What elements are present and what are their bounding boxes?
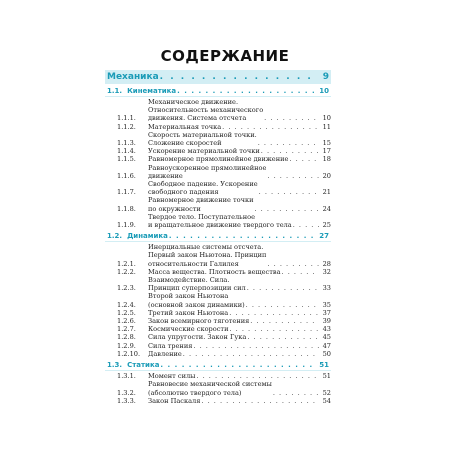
entry-text xyxy=(148,350,331,358)
toc-entry[interactable] xyxy=(105,309,331,317)
toc-entry[interactable] xyxy=(105,98,331,123)
entry-number: 1.1.1. xyxy=(117,114,136,123)
entry-page-number: 20 xyxy=(322,171,331,180)
entry-title-line: движения. Система отсчета xyxy=(148,114,247,123)
entry-page-number: 37 xyxy=(322,308,331,317)
section-label xyxy=(107,86,176,96)
leader-dots xyxy=(160,70,318,84)
entry-number: 1.1.2. xyxy=(117,122,136,131)
toc-entry[interactable] xyxy=(105,155,331,163)
entry-text xyxy=(148,196,331,212)
entry-number: 1.2.9. xyxy=(117,341,136,350)
entry-page-number: 52 xyxy=(322,388,331,397)
toc-entry[interactable] xyxy=(105,147,331,155)
entry-title xyxy=(148,147,260,155)
section-row[interactable] xyxy=(105,360,331,371)
leader-dots xyxy=(264,114,319,122)
leader-dots xyxy=(254,205,319,213)
leader-dots xyxy=(196,372,319,380)
entry-title-line: Равновесие механической системы xyxy=(148,380,272,389)
entry-text xyxy=(148,123,331,131)
toc-entry[interactable] xyxy=(105,276,331,292)
entry-page-number: 28 xyxy=(322,259,331,268)
section-title: Кинематика xyxy=(127,87,177,95)
entry-text xyxy=(148,213,331,229)
leader-dots xyxy=(183,350,319,358)
entry-number: 1.2.6. xyxy=(117,317,136,326)
entry-title xyxy=(148,397,200,405)
toc-entry[interactable] xyxy=(105,333,331,341)
entry-number: 1.2.7. xyxy=(117,325,136,334)
entry-number: 1.2.2. xyxy=(117,267,136,276)
entry-title xyxy=(148,164,266,180)
leader-dots xyxy=(273,389,319,397)
entry-page-number: 45 xyxy=(322,333,331,342)
entry-text xyxy=(148,333,331,341)
entry-number: 1.1.9. xyxy=(117,221,136,230)
entry-title-line: Скорость материальной точки. xyxy=(148,130,257,139)
chapter-row-mechanics[interactable] xyxy=(105,70,331,84)
entry-text xyxy=(148,317,331,325)
leader-dots xyxy=(246,301,319,309)
entry-title-line: Равномерное прямолинейное движение xyxy=(148,155,289,164)
entry-page-number: 35 xyxy=(322,300,331,309)
entry-title-line: по окружности xyxy=(148,204,201,213)
toc-entry[interactable] xyxy=(105,380,331,396)
entry-title-line: Третий закон Ньютона xyxy=(148,308,229,317)
entry-title xyxy=(148,372,195,380)
entry-page-number: 17 xyxy=(322,147,331,156)
entry-number: 1.3.3. xyxy=(117,396,136,405)
section-page-number: 10 xyxy=(319,87,329,95)
leader-dots xyxy=(160,360,317,370)
entry-page-number: 10 xyxy=(322,114,331,123)
leader-dots xyxy=(229,309,319,317)
entry-title xyxy=(148,196,253,212)
entry-title-line: Относительность механического xyxy=(148,106,264,115)
entry-number: 1.1.6. xyxy=(117,171,136,180)
entry-text xyxy=(148,325,331,333)
entry-title-line: свободного падения xyxy=(148,188,219,197)
entry-title xyxy=(148,180,258,196)
entry-page-number: 47 xyxy=(322,341,331,350)
toc-entry[interactable] xyxy=(105,342,331,350)
entry-title xyxy=(148,213,292,229)
leader-dots xyxy=(267,260,319,268)
entry-page-number: 18 xyxy=(322,155,331,164)
entry-title-line: Второй закон Ньютона xyxy=(148,292,229,301)
toc-entry[interactable] xyxy=(105,317,331,325)
toc-entry[interactable] xyxy=(105,325,331,333)
entry-title-line: Закон Паскаля xyxy=(148,396,201,405)
toc-entry[interactable] xyxy=(105,372,331,380)
entry-page-number: 50 xyxy=(322,349,331,358)
section-row[interactable] xyxy=(105,86,331,97)
toc-entry[interactable] xyxy=(105,268,331,276)
entry-title-line: Принцип суперпозиции сил xyxy=(148,284,246,293)
entry-number: 1.1.3. xyxy=(117,139,136,148)
entry-title-line: Масса вещества. Плотность вещества xyxy=(148,267,281,276)
entry-title-line: Материальная точка xyxy=(148,122,222,131)
entry-page-number: 24 xyxy=(322,204,331,213)
toc-entry[interactable] xyxy=(105,350,331,358)
section-row[interactable] xyxy=(105,231,331,242)
entry-title-line: относительности Галилея xyxy=(148,259,239,268)
entry-title-line: Сила трения xyxy=(148,341,193,350)
section-page-number: 27 xyxy=(319,232,329,241)
entry-title-line: Взаимодействие. Сила. xyxy=(148,276,230,285)
entry-number: 1.2.3. xyxy=(117,284,136,293)
section-number: 1.2. xyxy=(107,232,123,241)
entry-title xyxy=(148,155,288,163)
entry-text xyxy=(148,164,331,180)
leader-dots xyxy=(250,317,319,325)
section-label xyxy=(107,360,159,370)
entry-title-line: Равноускоренное прямолинейное xyxy=(148,163,267,172)
entry-title-line: Твердое тело. Поступательное xyxy=(148,212,256,221)
leader-dots xyxy=(247,284,319,292)
entry-number: 1.2.4. xyxy=(117,300,136,309)
entry-title-line: Механическое движение. xyxy=(148,98,239,106)
entry-title xyxy=(148,123,221,131)
entry-text xyxy=(148,292,331,308)
entry-text xyxy=(148,147,331,155)
entry-title-line: Ускорение материальной точки xyxy=(148,147,260,156)
entry-number: 1.3.1. xyxy=(117,372,136,381)
entry-title-line: Сила упругости. Закон Гука xyxy=(148,333,247,342)
entry-title xyxy=(148,243,266,268)
entry-text xyxy=(148,268,331,276)
entry-number: 1.2.1. xyxy=(117,259,136,268)
section-page-number: 51 xyxy=(319,361,329,370)
entry-text xyxy=(148,98,331,123)
page-title: СОДЕРЖАНИЕ xyxy=(160,47,290,65)
entry-number: 1.1.4. xyxy=(117,147,136,156)
leader-dots xyxy=(169,231,317,241)
entry-title-line: и вращательное движение твердого тела xyxy=(148,221,292,230)
chapter-label: Механика xyxy=(107,72,159,82)
toc-entry[interactable] xyxy=(105,123,331,131)
entry-title xyxy=(148,98,263,123)
leader-dots xyxy=(282,268,320,276)
section-number: 1.1. xyxy=(107,87,123,95)
toc-entry[interactable] xyxy=(105,196,331,212)
section-label xyxy=(107,231,168,241)
entry-number: 1.1.5. xyxy=(117,155,136,164)
entry-title-line: движение xyxy=(148,171,183,180)
entry-title-line: Первый закон Ньютона. Принцип xyxy=(148,251,267,260)
leader-dots xyxy=(222,123,319,131)
entry-text xyxy=(148,131,331,147)
leader-dots xyxy=(201,397,319,405)
entry-text xyxy=(148,342,331,350)
entry-title xyxy=(148,333,246,341)
entry-number: 1.1.8. xyxy=(117,204,136,213)
entry-title-line: (абсолютно твердого тела) xyxy=(148,388,242,397)
entry-title xyxy=(148,276,246,292)
toc-entry[interactable] xyxy=(105,131,331,147)
entry-title xyxy=(148,380,272,396)
entry-number: 1.2.10. xyxy=(117,349,141,358)
entry-text xyxy=(148,243,331,268)
entry-page-number: 25 xyxy=(322,221,331,230)
entry-title-line: Закон всемирного тяготения xyxy=(148,317,250,326)
entry-text xyxy=(148,372,331,380)
entry-text xyxy=(148,397,331,405)
entry-page-number: 54 xyxy=(322,396,331,405)
leader-dots xyxy=(247,333,319,341)
section-title: Динамика xyxy=(127,232,168,241)
toc-entry[interactable] xyxy=(105,397,331,405)
toc-entry[interactable] xyxy=(105,213,331,229)
entry-title-line: (основной закон динамики) xyxy=(148,300,245,309)
section-number: 1.3. xyxy=(107,361,123,370)
entry-text xyxy=(148,380,331,396)
entry-title xyxy=(148,325,228,333)
leader-dots xyxy=(289,155,319,163)
leader-dots xyxy=(259,188,319,196)
entry-title-line: Космические скорости xyxy=(148,325,229,334)
toc-entry[interactable] xyxy=(105,164,331,180)
toc-entry[interactable] xyxy=(105,243,331,268)
entry-text xyxy=(148,155,331,163)
entry-title xyxy=(148,131,257,147)
entry-title xyxy=(148,292,245,308)
entry-page-number: 21 xyxy=(322,188,331,197)
entry-title xyxy=(148,342,192,350)
entry-text xyxy=(148,276,331,292)
entry-page-number: 32 xyxy=(322,267,331,276)
entry-title xyxy=(148,309,228,317)
toc-entry[interactable] xyxy=(105,292,331,308)
entry-number: 1.3.2. xyxy=(117,388,136,397)
entry-page-number: 33 xyxy=(322,284,331,293)
entry-page-number: 39 xyxy=(322,317,331,326)
entry-number: 1.2.5. xyxy=(117,308,136,317)
entry-title xyxy=(148,317,249,325)
chapter-page-number: 9 xyxy=(322,72,329,82)
entry-number: 1.1.7. xyxy=(117,188,136,197)
entry-page-number: 15 xyxy=(322,139,331,148)
section-title: Статика xyxy=(127,361,160,370)
entry-title xyxy=(148,350,182,358)
entry-text xyxy=(148,309,331,317)
entry-title-line: Момент силы xyxy=(148,372,196,381)
entry-page-number: 51 xyxy=(322,372,331,381)
leader-dots xyxy=(193,342,319,350)
entry-title-line: Равномерное движение точки xyxy=(148,196,254,205)
sections-container xyxy=(105,86,331,405)
table-of-contents xyxy=(105,67,331,405)
toc-entry[interactable] xyxy=(105,180,331,196)
entry-title-line: Давление xyxy=(148,349,182,358)
entry-title-line: Сложение скоростей xyxy=(148,139,222,148)
leader-dots xyxy=(293,221,319,229)
leader-dots xyxy=(177,86,317,96)
entry-page-number: 43 xyxy=(322,325,331,334)
leader-dots xyxy=(258,139,319,147)
entry-title-line: Инерциальные системы отсчета. xyxy=(148,243,264,252)
entry-title-line: Свободное падение. Ускорение xyxy=(148,180,258,189)
entry-page-number: 11 xyxy=(322,122,331,131)
leader-dots xyxy=(229,325,319,333)
entry-text xyxy=(148,180,331,196)
entry-title xyxy=(148,268,281,276)
entry-number: 1.2.8. xyxy=(117,333,136,342)
leader-dots xyxy=(267,172,319,180)
leader-dots xyxy=(261,147,319,155)
